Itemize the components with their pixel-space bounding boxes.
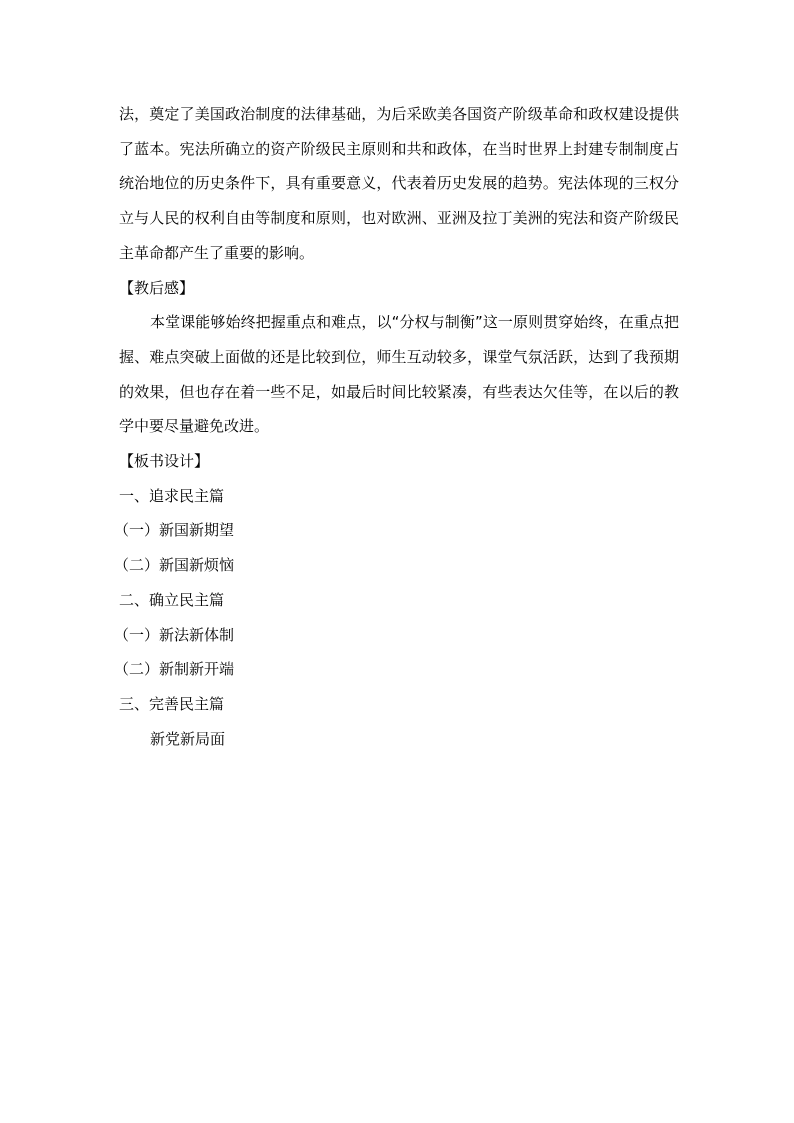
outline-section-3: 三、完善民主篇 [119, 694, 225, 713]
outline-section-1: 一、追求民主篇 [119, 486, 225, 505]
reflection-heading: 【教后感】 [119, 278, 195, 297]
outline-item-1-2: （二）新国新烦恼 [114, 556, 235, 575]
document-body [114, 97, 679, 756]
board-design-heading: 【板书设计】 [119, 452, 210, 471]
outline-item-2-1: （一）新法新体制 [114, 625, 235, 644]
outline-item-3-1: 新党新局面 [150, 729, 226, 748]
constitution-paragraph: 法，奠定了美国政治制度的法律基础，为后采欧美各国资产阶级革命和政权建设提供了蓝本。宪法所确立的资产阶级民主原则和共和政体，在当时世界上封建专制制度占统治地位的历史条件下，具有重要意义，代表着历史发展的趋势。宪法体现的三权分立与人民的权利自由等制度和原则，也对欧洲、亚洲及拉丁美洲的宪法和资产阶级民主革命都产生了重要的影响。 [119, 105, 679, 262]
outline-section-2: 二、确立民主篇 [119, 590, 225, 609]
outline-item-1-1: （一）新国新期望 [114, 521, 235, 540]
outline-item-2-2: （二）新制新开端 [114, 660, 235, 679]
reflection-paragraph: 本堂课能够始终把握重点和难点，以“分权与制衡”这一原则贯穿始终，在重点把握、难点突破上面做的还是比较到位，师生互动较多，课堂气氛活跃，达到了我预期的效果，但也存在着一些不足，如最后时间比较紧凑，有些表达欠佳等，在以后的教学中要尽量避免改进。 [119, 313, 679, 436]
